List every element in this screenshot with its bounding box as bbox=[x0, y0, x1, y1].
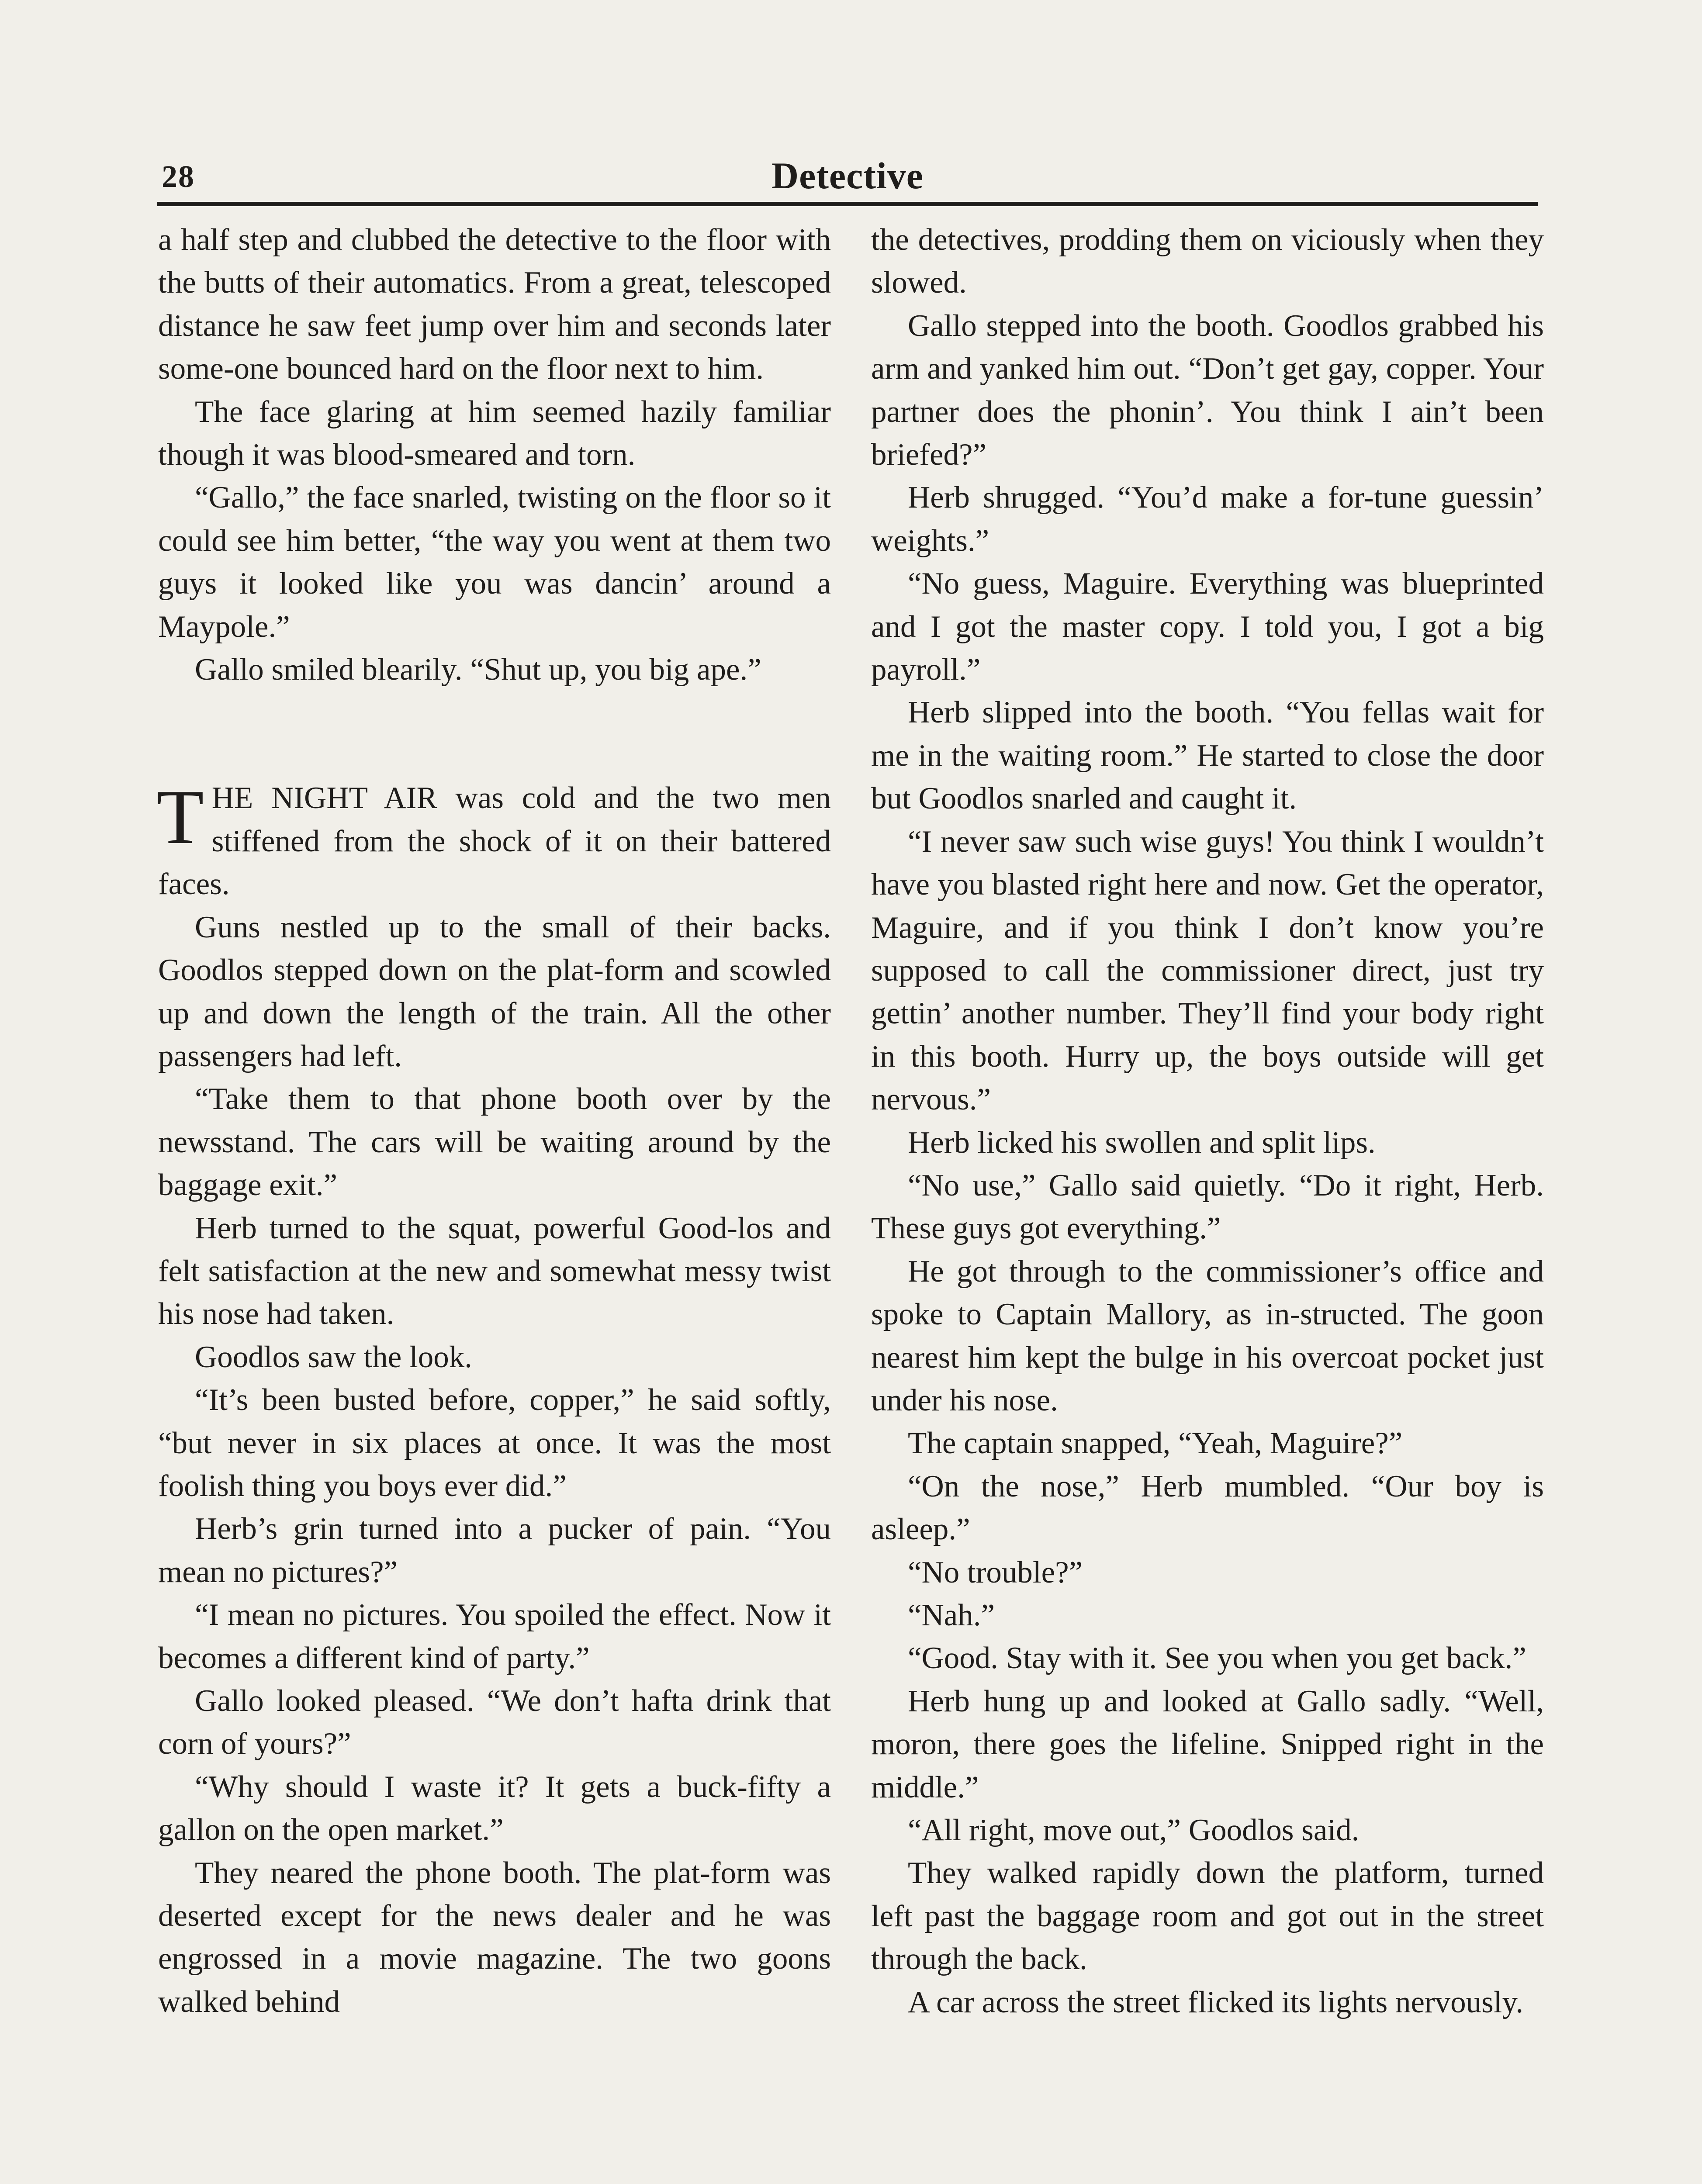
paragraph: “Why should I waste it? It gets a buck-fifty a gallon on the open market.” bbox=[158, 1769, 831, 1847]
paragraph: He got through to the commissioner’s office and spoke to Captain Mallory, as in-structed. The goon nearest him kept the bulge in his overcoat pocket just under his nose. bbox=[871, 1254, 1544, 1417]
paragraph: “All right, move out,” Goodlos said. bbox=[908, 1813, 1360, 1848]
paragraph: They neared the phone booth. The plat-form was deserted except for the news dealer and he was engrossed in a movie magazine. The two goons walked behind bbox=[158, 1856, 831, 2019]
paragraph: The captain snapped, “Yeah, Maguire?” bbox=[908, 1426, 1403, 1461]
paragraph: Herb shrugged. “You’d make a for-tune guessin’ weights.” bbox=[871, 480, 1544, 558]
paragraph: Gallo smiled blearily. “Shut up, you big ape.” bbox=[195, 653, 761, 687]
paragraph: “No guess, Maguire. Everything was blueprinted and I got the master copy. I told you, I got a big payroll.” bbox=[871, 567, 1544, 687]
paragraph: “It’s been busted before, copper,” he said softly, “but never in six places at once. It was the most foolish thing you boys ever did.” bbox=[158, 1383, 831, 1503]
paragraph: “Nah.” bbox=[908, 1598, 995, 1632]
paragraph: They walked rapidly down the platform, turned left past the baggage room and got out in the street through the back. bbox=[871, 1856, 1544, 1977]
left-column bbox=[158, 218, 831, 2023]
paragraph: Herb licked his swollen and split lips. bbox=[908, 1125, 1376, 1160]
paragraph: “Good. Stay with it. See you when you get back.” bbox=[908, 1641, 1526, 1676]
page-number: 28 bbox=[162, 159, 195, 194]
paragraph: Goodlos saw the look. bbox=[195, 1340, 473, 1374]
paragraph: “On the nose,” Herb mumbled. “Our boy is asleep.” bbox=[871, 1469, 1544, 1547]
paragraph: Herb slipped into the booth. “You fellas wait for me in the waiting room.” He started to close the door but Goodlos snarled and caught it. bbox=[871, 695, 1544, 816]
right-column bbox=[871, 218, 1544, 2024]
left-column-part-2 bbox=[158, 906, 831, 2024]
paragraph: A car across the street flicked its lights nervously. bbox=[908, 1985, 1524, 2019]
section-opening-text: HE NIGHT AIR was cold and the two men stiffened from the shock of it on their battered faces. bbox=[158, 781, 831, 902]
right-column-paragraphs bbox=[871, 218, 1544, 2024]
section-break bbox=[158, 691, 831, 777]
paragraph: Gallo stepped into the booth. Goodlos grabbed his arm and yanked him out. “Don’t get gay, copper. Your partner does the phonin’. You think I ain’t been briefed?” bbox=[871, 308, 1544, 472]
page-header bbox=[157, 153, 1538, 201]
drop-cap: T bbox=[156, 774, 204, 860]
paragraph: a half step and clubbed the detective to the floor with the butts of their automatics. From a great, telescoped distance he saw feet jump over him and seconds later some-one bounced hard on the floor next to him. bbox=[158, 223, 831, 386]
paragraph: “I mean no pictures. You spoiled the effect. Now it becomes a different kind of party.” bbox=[158, 1598, 831, 1675]
page-title: Detective bbox=[771, 155, 924, 197]
paragraph: Guns nestled up to the small of their backs. Goodlos stepped down on the plat-form and scowled up and down the length of the train. All the other passengers had left. bbox=[158, 910, 831, 1073]
paragraph: “No trouble?” bbox=[908, 1555, 1083, 1590]
paragraph: “Take them to that phone booth over by the newsstand. The cars will be waiting around by the baggage exit.” bbox=[158, 1082, 831, 1203]
paragraph: “No use,” Gallo said quietly. “Do it right, Herb. These guys got everything.” bbox=[871, 1168, 1544, 1246]
left-column-part-1 bbox=[158, 218, 831, 691]
paragraph: “Gallo,” the face snarled, twisting on the floor so it could see him better, “the way you went at them two guys it looked like you was dancin’ around a Maypole.” bbox=[158, 480, 831, 644]
paragraph: the detectives, prodding them on viciously when they slowed. bbox=[871, 223, 1544, 300]
paragraph: Herb’s grin turned into a pucker of pain. “You mean no pictures?” bbox=[158, 1512, 831, 1589]
header-rule bbox=[157, 202, 1538, 206]
paragraph: Herb turned to the squat, powerful Good-los and felt satisfaction at the new and somewhat messy twist his nose had taken. bbox=[158, 1211, 831, 1331]
paragraph: Gallo looked pleased. “We don’t hafta drink that corn of yours?” bbox=[158, 1684, 831, 1761]
paragraph: The face glaring at him seemed hazily familiar though it was blood-smeared and torn. bbox=[158, 394, 831, 472]
section-opening-paragraph bbox=[156, 774, 831, 905]
paragraph: “I never saw such wise guys! You think I wouldn’t have you blasted right here and now. Get the operator, Maguire, and if you think I don’t know you’re supposed to call the commissioner direct, just try gettin’ another number. They’ll find your body right in this booth. Hurry up, the boys outside will get nervous.” bbox=[871, 824, 1544, 1117]
paragraph: Herb hung up and looked at Gallo sadly. “Well, moron, there goes the lifeline. Snipped right in the middle.” bbox=[871, 1684, 1544, 1804]
